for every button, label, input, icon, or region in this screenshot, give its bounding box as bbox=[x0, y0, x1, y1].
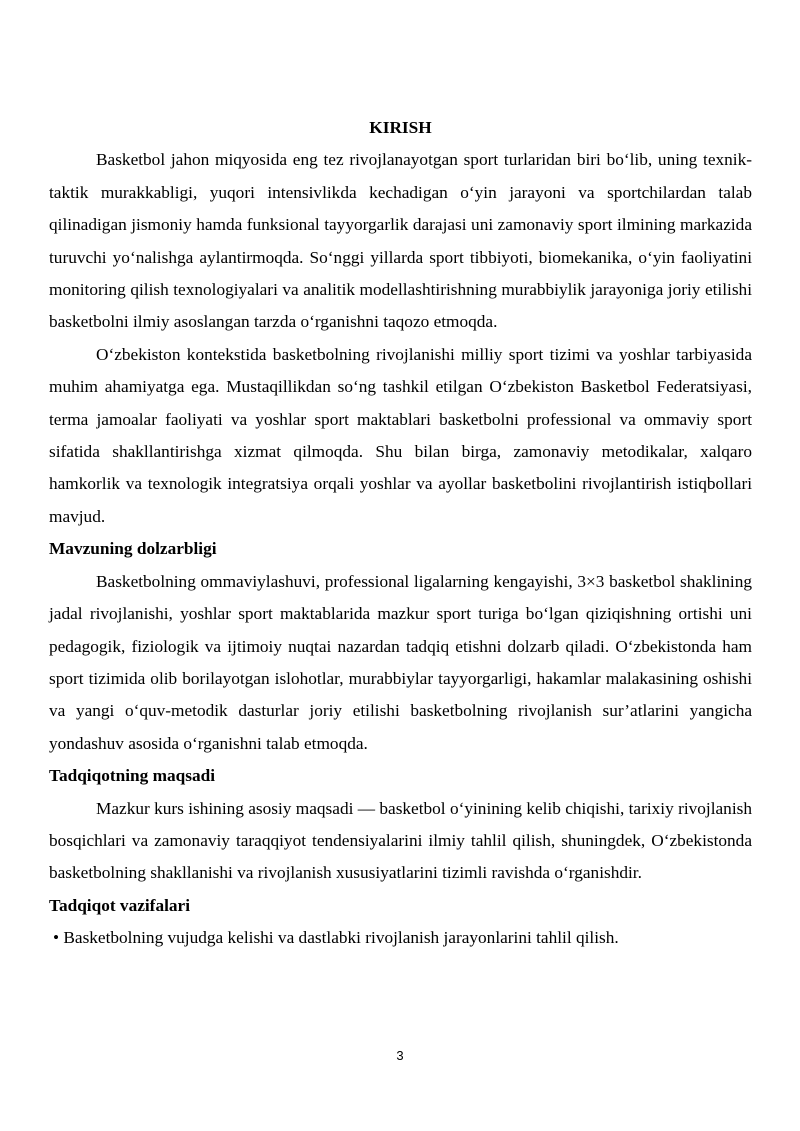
section-title: KIRISH bbox=[369, 118, 432, 137]
task-list-item: • Basketbolning vujudga kelishi va dastlabki rivojlanish jarayonlarini tahlil qilish. bbox=[53, 928, 619, 948]
intro-paragraph-2: O‘zbekiston kontekstida basketbolning rivojlanishi milliy sport tizimi va yoshlar tarbiyasida muhim ahamiyatga ega. Mustaqillikdan so‘ng tashkil etilgan O‘zbekiston Basketbol Federatsiyasi, terma jamoalar faoliyati va yoshlar sport maktablari basketbolni professional va ommaviy sport sifatida shakllantirishga xizmat qilmoqda. Shu bilan birga, zamonaviy metodikalar, xalqaro hamkorlik va texnologik integratsiya orqali yoshlar va ayollar basketbolini rivojlantirish istiqbollari mavjud. bbox=[49, 344, 752, 526]
relevance-paragraph: Basketbolning ommaviylashuvi, professional ligalarning kengayishi, 3×3 basketbol shaklining jadal rivojlanishi, yoshlar sport maktablarida mazkur sport turiga bo‘lgan qiziqishning ortishi uni pedagogik, fiziologik va ijtimoiy nuqtai nazardan tadqiq etishni dolzarb qiladi. O‘zbekistonda ham sport tizimida olib borilayotgan islohotlar, murabbiylar tayyorgarligi, hakamlar malakasining oshishi va yangi o‘quv-metodik dasturlar joriy etilishi basketbolning rivojlanish sur’atlarini yangicha yondashuv asosida o‘rganishni talab etmoqda. bbox=[49, 571, 752, 753]
goal-heading: Tadqiqotning maqsadi bbox=[49, 766, 216, 786]
document-page bbox=[49, 112, 752, 955]
intro-paragraph-1: Basketbol jahon miqyosida eng tez rivojlanayotgan sport turlaridan biri bo‘lib, uning texnik-taktik murakkabligi, yuqori intensivlikda kechadigan o‘yin jarayoni va sportchilardan talab qilinadigan jismoniy hamda funksional tayyorgarlik darajasi uni zamonaviy sport ilmining markazida turuvchi yo‘nalishga aylantirmoqda. So‘nggi yillarda sport tibbiyoti, biomekanika, o‘yin faoliyatini monitoring qilish texnologiyalari va analitik modellashtirishning murabbiylik jarayoniga joriy etilishi basketbolni ilmiy asoslangan tarzda o‘rganishni taqozo etmoqda. bbox=[49, 150, 752, 332]
goal-paragraph: Mazkur kurs ishining asosiy maqsadi — basketbol o‘yinining kelib chiqishi, tarixiy rivojlanish bosqichlari va zamonaviy taraqqiyot tendensiyalarini ilmiy tahlil qilish, shuningdek, O‘zbekistonda basketbolning shakllanishi va rivojlanish xususiyatlarini tizimli ravishda o‘rganishdir. bbox=[49, 798, 752, 883]
page-number: 3 bbox=[396, 1048, 404, 1063]
tasks-heading: Tadqiqot vazifalari bbox=[49, 895, 190, 915]
relevance-heading: Mavzuning dolzarbligi bbox=[49, 539, 217, 559]
